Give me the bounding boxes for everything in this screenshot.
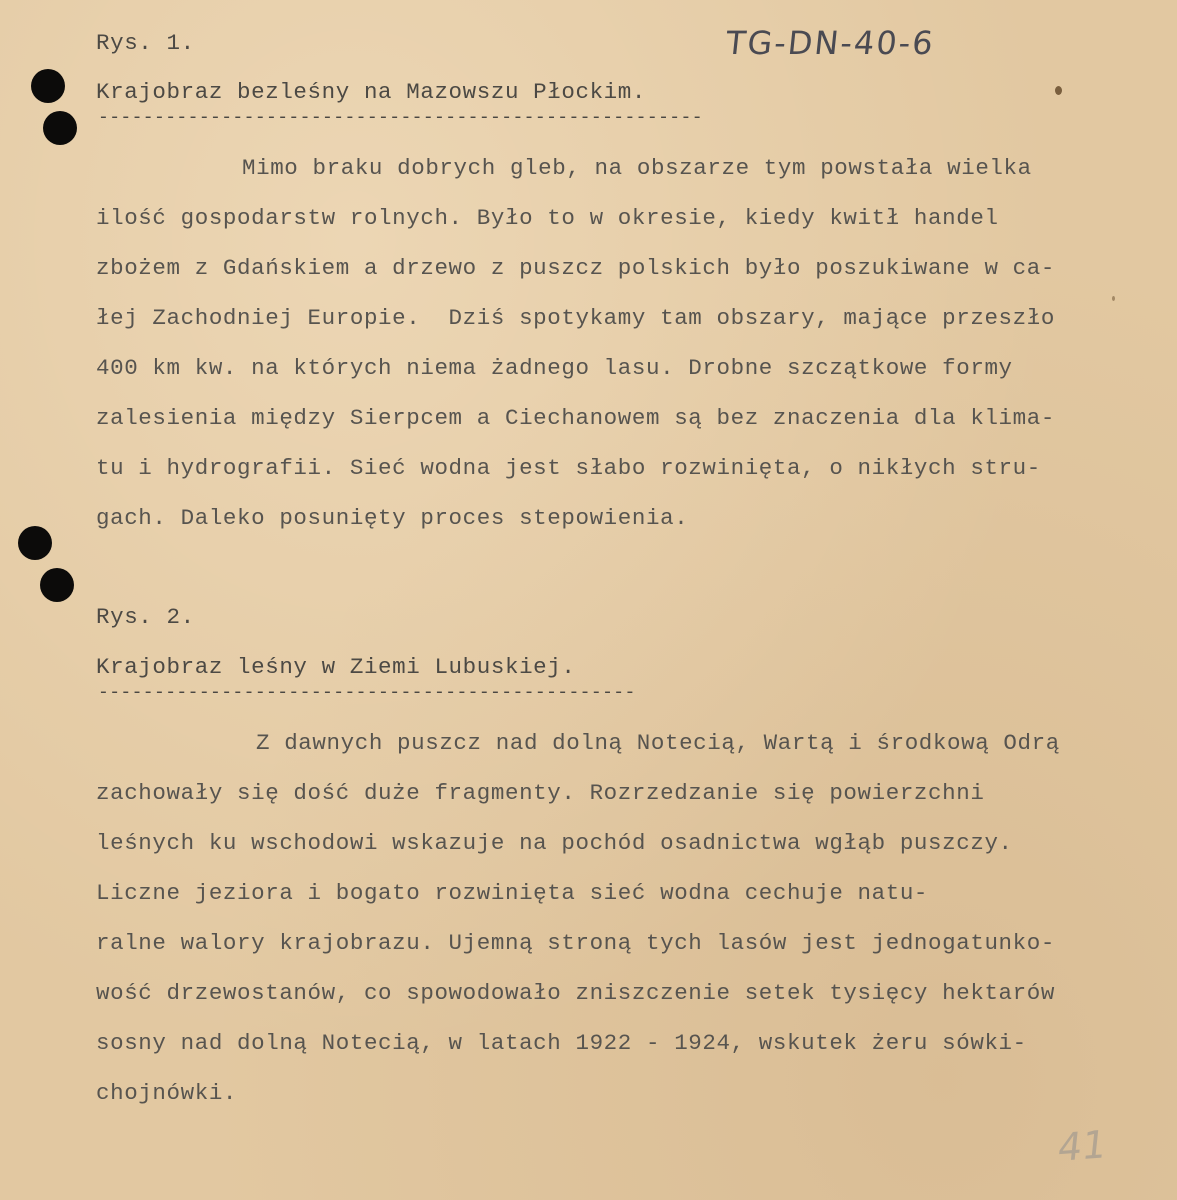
paragraph-line: leśnych ku wschodowi wskazuje na pochód osadnictwa wgłąb puszczy. [96, 830, 1013, 856]
paragraph-line: zachowały się dość duże fragmenty. Rozrzedzanie się powierzchni [96, 780, 985, 806]
paragraph-line: Mimo braku dobrych gleb, na obszarze tym powstała wielka [242, 155, 1032, 181]
title-underline: ------------------------------------------------ [98, 683, 636, 703]
paragraph-line: sosny nad dolną Notecią, w latach 1922 - 1924, wskutek żeru sówki- [96, 1030, 1027, 1056]
paragraph-line: zalesienia między Sierpcem a Ciechanowem są bez znaczenia dla klima- [96, 405, 1055, 431]
paper-speck [1055, 86, 1062, 95]
title-underline: ------------------------------------------------------ [98, 108, 703, 128]
punch-hole [18, 526, 52, 560]
section-title: Krajobraz bezleśny na Mazowszu Płockim. [96, 79, 646, 105]
punch-hole [43, 111, 77, 145]
paragraph-line: ralne walory krajobrazu. Ujemną stroną tych lasów jest jednogatunko- [96, 930, 1055, 956]
paragraph-line: wość drzewostanów, co spowodowało zniszczenie setek tysięcy hektarów [96, 980, 1055, 1006]
paragraph-line: gach. Daleko posunięty proces stepowienia. [96, 505, 689, 531]
figure-label: Rys. 1. [96, 30, 195, 56]
paragraph-line: 400 km kw. na których niema żadnego lasu. Drobne szczątkowe formy [96, 355, 1013, 381]
paragraph-line: łej Zachodniej Europie. Dziś spotykamy tam obszary, mające przeszło [96, 305, 1055, 331]
punch-hole [40, 568, 74, 602]
paragraph-line: Liczne jeziora i bogato rozwinięta sieć wodna cechuje natu- [96, 880, 929, 906]
figure-label: Rys. 2. [96, 604, 195, 630]
catalog-number: TG-DN-40-6 [724, 24, 937, 62]
paragraph-line: Z dawnych puszcz nad dolną Notecią, Wartą i środkową Odrą [256, 730, 1060, 756]
paragraph-line: tu i hydrografii. Sieć wodna jest słabo rozwinięta, o nikłych stru- [96, 455, 1041, 481]
section-title: Krajobraz leśny w Ziemi Lubuskiej. [96, 654, 576, 680]
punch-hole [31, 69, 65, 103]
paragraph-line: chojnówki. [96, 1080, 238, 1106]
page-number: 41 [1055, 1122, 1109, 1170]
paper-speck [1112, 296, 1115, 301]
paragraph-line: zbożem z Gdańskiem a drzewo z puszcz polskich było poszukiwane w ca- [96, 255, 1055, 281]
paragraph-line: ilość gospodarstw rolnych. Było to w okresie, kiedy kwitł handel [96, 205, 999, 231]
